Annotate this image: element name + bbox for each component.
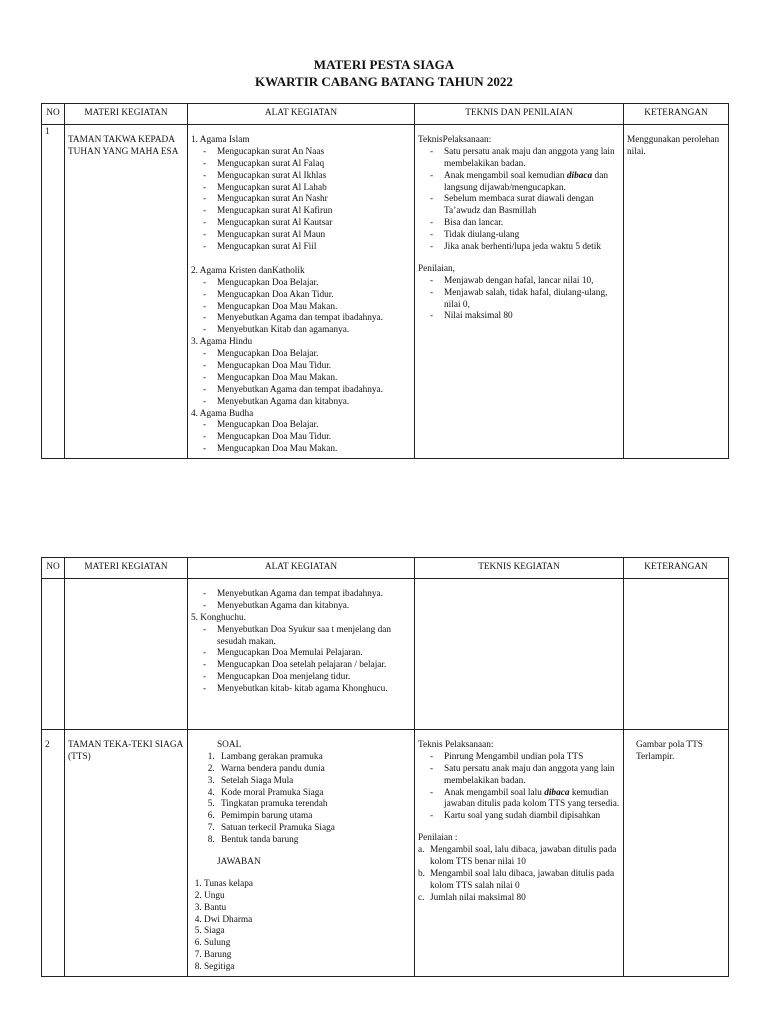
activity-table-2: [41, 557, 729, 977]
table-row: [42, 579, 729, 730]
list-item: 7. Barung: [204, 950, 411, 962]
list-item: - Mengucapkan surat Al Ikhlas: [191, 171, 411, 183]
row-number: 1: [42, 125, 65, 459]
list-item: - Menyebutkan kitab- kitab agama Khonghucu.: [191, 684, 411, 696]
teknis-title: Teknis Pelaksanaan:: [418, 740, 494, 750]
list-item: - Menyebutkan Agama dan kitabnya.: [191, 601, 411, 613]
group-list: [191, 147, 411, 254]
soal-title: SOAL: [217, 740, 242, 750]
list-item: - Mengucapkan Doa menjelang tidur.: [191, 672, 411, 684]
header-materi: MATERI KEGIATAN: [65, 558, 188, 579]
alat-cell: [188, 125, 415, 459]
alat-cell: [188, 579, 415, 730]
row-number: 2: [42, 730, 65, 977]
materi-cell: TAMAN TAKWA KEPADA TUHAN YANG MAHA ESA: [65, 125, 188, 459]
list-item: - Pinrung Mengambil undian pola TTS: [418, 752, 620, 764]
list-item: 8. Segitiga: [204, 962, 411, 974]
list-item: - Menyebutkan Agama dan tempat ibadahnya.: [191, 313, 411, 325]
continued-list: [191, 589, 411, 613]
list-item: 5. Siaga: [204, 926, 411, 938]
teknis-title: TeknisPelaksanaan:: [418, 135, 492, 145]
group-title: 5. Konghuchu.: [191, 612, 247, 623]
group-list: [191, 420, 411, 456]
group-title: 4. Agama Budha: [191, 408, 254, 419]
list-item: - Mengucapkan Doa setelah pelajaran / belajar.: [191, 660, 411, 672]
page-subtitle: KWARTIR CABANG BATANG TAHUN 2022: [255, 74, 513, 89]
group-list: [191, 278, 411, 337]
list-item: - Menyebutkan Agama dan tempat ibadahnya.: [191, 385, 411, 397]
list-item: - Menjawab salah, tidak hafal, diulang-ulang, nilai 0,: [418, 288, 620, 312]
table-row: [42, 125, 729, 459]
header-teknis: TEKNIS KEGIATAN: [415, 558, 624, 579]
list-item: - Jika anak berhenti/lupa jeda waktu 5 detik: [418, 242, 620, 254]
list-item: 4. Kode moral Pramuka Siaga: [217, 788, 411, 800]
list-item: - Menyebutkan Agama dan tempat ibadahnya.: [191, 589, 411, 601]
list-item: 4. Dwi Dharma: [204, 915, 411, 927]
list-item: - Mengucapkan Doa Mau Makan.: [191, 302, 411, 314]
list-item: - Kartu soal yang sudah diambil dipisahkan: [418, 811, 620, 823]
penilaian-title: Penilaian :: [418, 833, 458, 844]
list-item: - Mengucapkan surat Al Kautsar: [191, 218, 411, 230]
list-item: 1. Tunas kelapa: [204, 879, 411, 891]
group-list: [191, 349, 411, 408]
page-title: MATERI PESTA SIAGA: [313, 57, 455, 72]
header-alat: ALAT KEGIATAN: [188, 104, 415, 125]
list-item: - Bisa dan lancar.: [418, 218, 620, 230]
jawaban-list: [191, 879, 411, 974]
list-item: 6. Sulung: [204, 938, 411, 950]
soal-list: [191, 752, 411, 847]
list-item: - Mengucapkan surat Al Maun: [191, 230, 411, 242]
list-item: - Satu persatu anak maju dan anggota yang lain membelakikan badan.: [418, 764, 620, 788]
list-item: - Mengucapkan Doa Belajar.: [191, 420, 411, 432]
teknis-list: [418, 752, 620, 823]
list-item: - Nilai maksimal 80: [418, 311, 620, 323]
alat-list: [191, 135, 411, 456]
list-item: - Mengucapkan Doa Memulai Pelajaran.: [191, 648, 411, 660]
group-title: 1. Agama Islam: [191, 135, 250, 145]
list-item: - Menyebutkan Agama dan kitabnya.: [191, 397, 411, 409]
activity-table-1: [41, 103, 729, 459]
list-item: 2. Ungu: [204, 891, 411, 903]
teknis-cell: [415, 730, 624, 977]
list-item: 5. Tingkatan pramuka terendah: [217, 799, 411, 811]
list-item: - Menyebutkan Kitab dan agamanya.: [191, 325, 411, 337]
table-header-row: [42, 104, 729, 125]
list-item: - Sebelum membaca surat diawali dengan Ta’awudz dan Basmillah: [418, 194, 620, 218]
list-item: 1. Lambang gerakan pramuka: [217, 752, 411, 764]
teknis-cell: [415, 125, 624, 459]
keterangan-cell: Menggunakan perolehan nilai.: [624, 125, 729, 459]
jawaban-title: JAWABAN: [217, 857, 261, 868]
list-item: - Mengucapkan Doa Akan Tidur.: [191, 290, 411, 302]
list-item: - Tidak diulang-ulang: [418, 230, 620, 242]
alat-cell: [188, 730, 415, 977]
list-item: a. Mengambil soal, lalu dibaca, jawaban ditulis pada kolom TTS benar nilai 10: [418, 845, 617, 868]
list-item: - Mengucapkan surat An Nashr: [191, 194, 411, 206]
konghuchu-list: [191, 625, 411, 696]
list-item: - Mengucapkan surat Al Fiil: [191, 242, 411, 254]
list-item: 3. Bantu: [204, 903, 411, 915]
list-item: - Mengucapkan Doa Mau Makan.: [191, 444, 411, 456]
list-item: - Mengucapkan Doa Mau Tidur.: [191, 432, 411, 444]
list-item: - Mengucapkan Doa Mau Tidur.: [191, 361, 411, 373]
list-item: - Anak mengambil soal lalu dibaca kemudian jawaban ditulis pada kolom TTS yang tersedia.: [418, 788, 620, 812]
header-materi: MATERI KEGIATAN: [65, 104, 188, 125]
list-item: - Mengucapkan surat An Naas: [191, 147, 411, 159]
list-item: - Mengucapkan Doa Belajar.: [191, 278, 411, 290]
header-teknis: TEKNIS DAN PENILAIAN: [415, 104, 624, 125]
header-keterangan: KETERANGAN: [624, 104, 729, 125]
list-item: 7. Satuan terkecil Pramuka Siaga: [217, 823, 411, 835]
list-item: 2. Warna bendera pandu dunia: [217, 764, 411, 776]
table-row: [42, 730, 729, 977]
penilaian-list: [418, 276, 620, 324]
list-item: - Mengucapkan surat Al Kafirun: [191, 206, 411, 218]
list-item: - Menyebutkan Doa Syukur saa t menjelang dan sesudah makan.: [191, 625, 411, 649]
list-item: - Mengucapkan Doa Mau Makan.: [191, 373, 411, 385]
list-item: - Anak mengambil soal kemudian dibaca dan langsung dijawab/mengucapkan.: [418, 171, 620, 195]
table-header-row: [42, 558, 729, 579]
header-keterangan: KETERANGAN: [624, 558, 729, 579]
list-item: b. Mengambil soal lalu dibaca, jawaban ditulis pada kolom TTS salah nilai 0: [418, 868, 615, 891]
list-item: - Mengucapkan surat Al Lahab: [191, 183, 411, 195]
list-item: 3. Setelah Siaga Mula: [217, 776, 411, 788]
group-title: 3. Agama Hindu: [191, 337, 253, 348]
teknis-list: [418, 147, 620, 254]
keterangan-cell: Gambar pola TTS Terlampir.: [624, 730, 729, 977]
header-alat: ALAT KEGIATAN: [188, 558, 415, 579]
penilaian-list: [418, 845, 620, 904]
list-item: 8. Bentuk tanda barung: [217, 835, 411, 847]
list-item: - Satu persatu anak maju dan anggota yang lain membelakikan badan.: [418, 147, 620, 171]
header-no: NO: [42, 104, 65, 125]
list-item: c. Jumlah nilai maksimal 80: [418, 892, 526, 903]
penilaian-title: Penilaian,: [418, 263, 455, 274]
list-item: - Menjawab dengan hafal, lancar nilai 10,: [418, 276, 620, 288]
materi-cell: TAMAN TEKA-TEKI SIAGA (TTS): [65, 730, 188, 977]
list-item: - Mengucapkan surat Al Falaq: [191, 159, 411, 171]
list-item: - Mengucapkan Doa Belajar.: [191, 349, 411, 361]
header-no: NO: [42, 558, 65, 579]
list-item: 6. Pemimpin barung utama: [217, 811, 411, 823]
group-title: 2. Agama Kristen danKatholik: [191, 265, 305, 276]
